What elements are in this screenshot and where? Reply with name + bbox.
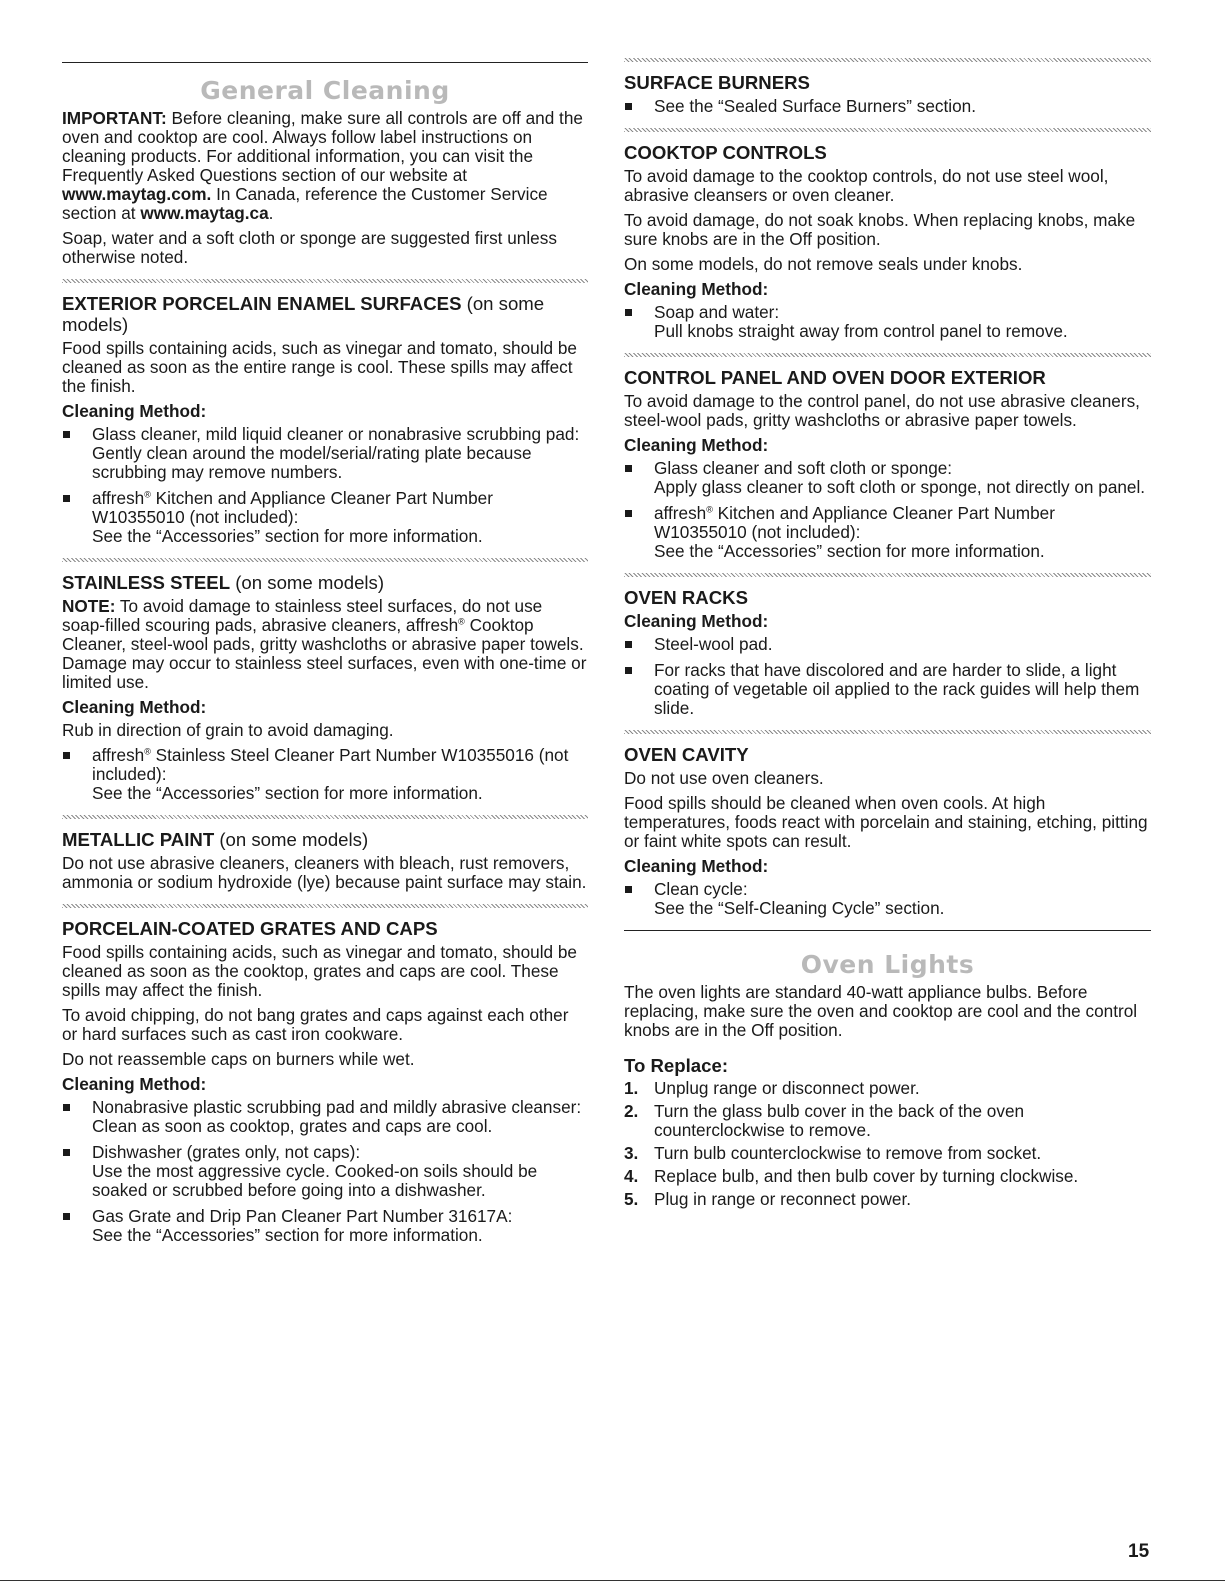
bullet-square-icon bbox=[63, 1149, 70, 1156]
list-item: Steel-wool pad. bbox=[624, 635, 1151, 654]
list-item: Dishwasher (grates only, not caps): Use the most aggressive cycle. Cooked-on soils should be soaked or scrubbed before going into a dishwasher. bbox=[62, 1143, 588, 1200]
cleaning-method-label: Cleaning Method: bbox=[624, 856, 769, 876]
porcelain-grates-p3: Do not reassemble caps on burners while wet. bbox=[62, 1049, 415, 1069]
list-item: Soap and water: Pull knobs straight away from control panel to remove. bbox=[624, 303, 1151, 341]
cooktop-controls-title: COOKTOP CONTROLS bbox=[624, 142, 827, 163]
step-item: 4. Replace bulb, and then bulb cover by turning clockwise. bbox=[624, 1166, 1079, 1186]
list-item: affresh® Kitchen and Appliance Cleaner Part Number W10355010 (not included): See the “Accessories” section for more information. bbox=[62, 489, 588, 546]
list-item: Glass cleaner, mild liquid cleaner or nonabrasive scrubbing pad: Gently clean around the model/serial/rating plate because scrubbing may remove numbers. bbox=[62, 425, 588, 482]
step-item: 3. Turn bulb counterclockwise to remove from socket. bbox=[624, 1143, 1042, 1163]
oven-lights-rule bbox=[624, 930, 1151, 931]
page-bottom-edge bbox=[0, 1580, 1225, 1581]
top-rule bbox=[62, 62, 588, 63]
step-item: 1. Unplug range or disconnect power. bbox=[624, 1078, 920, 1098]
bullet-square-icon bbox=[625, 309, 632, 316]
porcelain-grates-p1: Food spills containing acids, such as vinegar and tomato, should be cleaned as soon as the cooktop, grates and caps are cool. These spills may affect the finish. bbox=[62, 942, 577, 1000]
website-ca-link[interactable]: www.maytag.ca bbox=[140, 203, 269, 223]
list-item: See the “Sealed Surface Burners” section. bbox=[624, 97, 1151, 116]
cleaning-method-label: Cleaning Method: bbox=[624, 279, 769, 299]
bullet-square-icon bbox=[625, 667, 632, 674]
cleaning-method-label: Cleaning Method: bbox=[624, 435, 769, 455]
oven-lights-body: The oven lights are standard 40-watt appliance bulbs. Before replacing, make sure the oven and cooktop are cool and the control knobs are in the Off position. bbox=[624, 982, 1138, 1040]
list-item: Clean cycle: See the “Self-Cleaning Cycle” section. bbox=[624, 880, 1151, 918]
section-divider bbox=[624, 128, 1151, 132]
oven-racks-list bbox=[624, 635, 1151, 718]
exterior-porcelain-title: EXTERIOR PORCELAIN ENAMEL SURFACES (on some models) bbox=[62, 293, 545, 335]
oven-racks-title: OVEN RACKS bbox=[624, 587, 748, 608]
replace-steps bbox=[624, 1079, 1151, 1209]
bullet-square-icon bbox=[625, 465, 632, 472]
list-item: Nonabrasive plastic scrubbing pad and mildly abrasive cleanser: Clean as soon as cooktop, grates and caps are cool. bbox=[62, 1098, 588, 1136]
cleaning-method-label: Cleaning Method: bbox=[62, 401, 207, 421]
left-column bbox=[62, 62, 588, 1252]
bullet-square-icon bbox=[625, 886, 632, 893]
stainless-steel-list bbox=[62, 746, 588, 803]
exterior-porcelain-body: Food spills containing acids, such as vinegar and tomato, should be cleaned as soon as the entire range is cool. These spills may affect the finish. bbox=[62, 338, 577, 396]
bullet-square-icon bbox=[63, 1213, 70, 1220]
porcelain-grates-p2: To avoid chipping, do not bang grates and caps against each other or hard surfaces such as cast iron cookware. bbox=[62, 1005, 569, 1044]
stainless-steel-title: STAINLESS STEEL (on some models) bbox=[62, 572, 385, 593]
section-divider bbox=[624, 573, 1151, 577]
soap-note: Soap, water and a soft cloth or sponge are suggested first unless otherwise noted. bbox=[62, 228, 557, 267]
cooktop-controls-list bbox=[624, 303, 1151, 341]
control-panel-body: To avoid damage to the control panel, do not use abrasive cleaners, steel-wool pads, gritty washcloths or abrasive paper towels. bbox=[624, 391, 1140, 430]
oven-cavity-list bbox=[624, 880, 1151, 918]
list-item: Gas Grate and Drip Pan Cleaner Part Number 31617A: See the “Accessories” section for more information. bbox=[62, 1207, 588, 1245]
list-item: affresh® Stainless Steel Cleaner Part Number W10355016 (not included): See the “Accessories” section for more information. bbox=[62, 746, 588, 803]
list-item: affresh® Kitchen and Appliance Cleaner Part Number W10355010 (not included): See the “Accessories” section for more information. bbox=[624, 504, 1151, 561]
important-paragraph: IMPORTANT: Before cleaning, make sure all controls are off and the oven and cooktop are cool. Always follow label instructions on cleaning products. For additional information, you can visit the Frequently Asked Questions section of our website at www.maytag.com. In Canada, reference the Customer Service section at www.maytag.ca. bbox=[62, 108, 583, 223]
section-divider bbox=[62, 279, 588, 283]
general-cleaning-title: General Cleaning bbox=[200, 76, 450, 105]
bullet-square-icon bbox=[63, 495, 70, 502]
step-item: 2. Turn the glass bulb cover in the back of the oven counterclockwise to remove. bbox=[624, 1101, 1025, 1140]
cooktop-controls-p2: To avoid damage, do not soak knobs. When replacing knobs, make sure knobs are in the Off position. bbox=[624, 210, 1136, 249]
section-divider bbox=[624, 730, 1151, 734]
oven-cavity-p2: Food spills should be cleaned when oven cools. At high temperatures, foods react with porcelain and staining, etching, pitting or faint white spots can result. bbox=[624, 793, 1148, 851]
section-divider bbox=[62, 815, 588, 819]
porcelain-grates-list bbox=[62, 1098, 588, 1245]
surface-burners-list bbox=[624, 97, 1151, 116]
metallic-paint-body: Do not use abrasive cleaners, cleaners with bleach, rust removers, ammonia or sodium hydroxide (lye) because paint surface may stain. bbox=[62, 853, 587, 892]
exterior-porcelain-list bbox=[62, 425, 588, 546]
stainless-steel-rub: Rub in direction of grain to avoid damaging. bbox=[62, 720, 394, 740]
porcelain-grates-title: PORCELAIN-COATED GRATES AND CAPS bbox=[62, 918, 438, 939]
list-item: Glass cleaner and soft cloth or sponge: Apply glass cleaner to soft cloth or sponge, not directly on panel. bbox=[624, 459, 1151, 497]
bullet-square-icon bbox=[625, 641, 632, 648]
cleaning-method-label: Cleaning Method: bbox=[62, 697, 207, 717]
oven-cavity-title: OVEN CAVITY bbox=[624, 744, 749, 765]
bullet-square-icon bbox=[63, 752, 70, 759]
website-us-link[interactable]: www.maytag.com. bbox=[62, 184, 212, 204]
stainless-steel-note: NOTE: To avoid damage to stainless steel surfaces, do not use soap-filled scouring pads, abrasive cleaners, affresh® Cooktop Cleaner, steel-wool pads, gritty washcloths or abrasive paper towels. Damage may occur to stainless steel surfaces, even with one-time or limited use. bbox=[62, 596, 587, 692]
oven-cavity-p1: Do not use oven cleaners. bbox=[624, 768, 824, 788]
bullet-square-icon bbox=[625, 103, 632, 110]
cleaning-method-label: Cleaning Method: bbox=[624, 611, 769, 631]
step-item: 5. Plug in range or reconnect power. bbox=[624, 1189, 912, 1209]
oven-lights-title: Oven Lights bbox=[800, 950, 975, 979]
metallic-paint-title: METALLIC PAINT (on some models) bbox=[62, 829, 369, 850]
bullet-square-icon bbox=[63, 1104, 70, 1111]
cooktop-controls-p3: On some models, do not remove seals under knobs. bbox=[624, 254, 1023, 274]
bullet-square-icon bbox=[625, 510, 632, 517]
surface-burners-title: SURFACE BURNERS bbox=[624, 72, 810, 93]
list-item: For racks that have discolored and are harder to slide, a light coating of vegetable oil applied to the rack guides will help them slide. bbox=[624, 661, 1151, 718]
cleaning-method-label: Cleaning Method: bbox=[62, 1074, 207, 1094]
bullet-square-icon bbox=[63, 431, 70, 438]
control-panel-list bbox=[624, 459, 1151, 561]
important-label: IMPORTANT: bbox=[62, 108, 167, 128]
section-divider bbox=[624, 353, 1151, 357]
section-divider bbox=[62, 558, 588, 562]
page-number: 15 bbox=[1128, 1541, 1150, 1562]
section-divider bbox=[62, 904, 588, 908]
control-panel-title: CONTROL PANEL AND OVEN DOOR EXTERIOR bbox=[624, 367, 1046, 388]
cooktop-controls-p1: To avoid damage to the cooktop controls, do not use steel wool, abrasive cleansers or oven cleaner. bbox=[624, 166, 1109, 205]
to-replace-title: To Replace: bbox=[624, 1055, 729, 1076]
section-divider bbox=[624, 58, 1151, 62]
right-column bbox=[624, 58, 1151, 1213]
